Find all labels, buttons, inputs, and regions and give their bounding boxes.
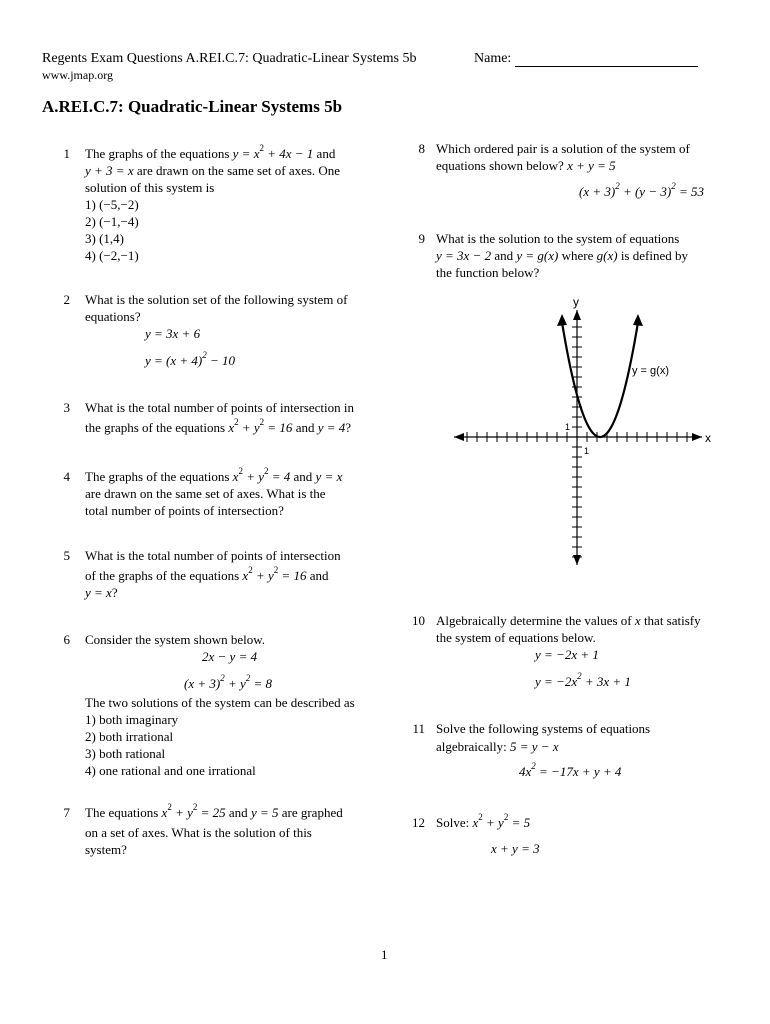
parabola-curve xyxy=(562,322,638,437)
header-title: Regents Exam Questions A.REI.C.7: Quadratic-Linear Systems 5b xyxy=(42,51,417,66)
choice[interactable]: 4) one rational and one irrational xyxy=(85,763,256,778)
question-3: What is the total number of points of intersection in the graphs of the equations $x^2 + y^2 = 16$ and y = 4? xyxy=(85,400,354,435)
question-number: 11 xyxy=(412,721,425,736)
question-12: Solve: $x^2 + y^2 = 5$ xyxy=(436,812,531,830)
page-title: A.REI.C.7: Quadratic-Linear Systems 5b xyxy=(42,97,343,116)
question-11: Solve the following systems of equations algebraically: 5 = y − x xyxy=(436,721,651,754)
question-number: 4 xyxy=(63,469,70,484)
curve-left-arrow xyxy=(557,314,567,326)
equation: $y = (x + 4)^2 - 10$ xyxy=(145,350,236,368)
question-2: What is the solution set of the following system of equations? xyxy=(85,292,348,324)
y-axis-label: y xyxy=(573,295,579,309)
x-axis-left-arrow xyxy=(454,433,464,441)
choice[interactable]: 2) (−1,−4) xyxy=(85,214,139,229)
equation: $(x + 3)^2 + y^2 = 8$ xyxy=(184,673,273,691)
choice[interactable]: 1) both imaginary xyxy=(85,712,179,727)
y-tick-label: 1 xyxy=(565,422,571,432)
question-10: Algebraically determine the values of x that satisfy the system of equations below. xyxy=(436,613,701,645)
question-number: 12 xyxy=(412,815,425,830)
header-url: www.jmap.org xyxy=(42,68,113,82)
question-number: 7 xyxy=(63,805,70,820)
curve-right-arrow xyxy=(633,314,643,326)
function-label: y = g(x) xyxy=(632,365,669,377)
question-number: 6 xyxy=(63,632,70,647)
question-6: Consider the system shown below. xyxy=(85,632,266,647)
question-number: 2 xyxy=(63,292,70,307)
page-number: 1 xyxy=(381,947,388,962)
question-6-choices: The two solutions of the system can be described as 1) both imaginary 2) both irrational 3) both rational 4) one rational and one irrational xyxy=(85,695,355,778)
equation: x + y = 3 xyxy=(491,841,540,856)
question-number: 9 xyxy=(418,231,425,246)
choice[interactable]: 3) (1,4) xyxy=(85,231,124,246)
x-axis-label: x xyxy=(705,431,711,445)
function-graph xyxy=(440,290,730,580)
question-number: 3 xyxy=(63,400,70,415)
question-4: The graphs of the equations $x^2 + y^2 = 4$ and y = x are drawn on the same set of axes. What is the total number of points of intersection? xyxy=(85,466,343,518)
equation: $4x^2 = -17x + y + 4$ xyxy=(519,761,622,779)
x-tick-label: 1 xyxy=(584,446,590,456)
name-input-line[interactable] xyxy=(515,66,698,67)
x-axis-right-arrow xyxy=(692,433,702,441)
question-number: 10 xyxy=(412,613,425,628)
question-5: What is the total number of points of intersection of the graphs of the equations $x^2 + y^2 = 16$ and y = x? xyxy=(85,548,341,600)
question-8: Which ordered pair is a solution of the system of equations shown below? x + y = 5 xyxy=(436,141,690,173)
question-1: The graphs of the equations $y = x^2 + 4x - 1$ and y + 3 = x are drawn on the same set of axes. One solution of this system is 1) (−5,−2) 2) (−1,−4) 3) (1,4) 4) (−2,−1) xyxy=(85,143,341,263)
equation: $y = -2x^2 + 3x + 1$ xyxy=(535,671,631,689)
choice[interactable]: 1) (−5,−2) xyxy=(85,197,139,212)
equation: 2x − y = 4 xyxy=(202,649,258,664)
equation: y = −2x + 1 xyxy=(535,647,599,662)
choice[interactable]: 4) (−2,−1) xyxy=(85,248,139,263)
choice[interactable]: 3) both rational xyxy=(85,746,166,761)
choice[interactable]: 2) both irrational xyxy=(85,729,174,744)
y-axis-bottom-arrow xyxy=(573,555,581,565)
question-number: 8 xyxy=(418,141,425,156)
equation: y = 3x + 6 xyxy=(145,326,201,341)
y-axis-top-arrow xyxy=(573,310,581,320)
equation: $(x + 3)^2 + (y - 3)^2 = 53$ xyxy=(579,181,704,199)
name-label: Name: xyxy=(474,51,512,66)
question-number: 5 xyxy=(63,548,70,563)
question-7: The equations $x^2 + y^2 = 25$ and y = 5 are graphed on a set of axes. What is the solution of this system? xyxy=(85,802,343,857)
question-number: 1 xyxy=(63,146,70,161)
question-9: What is the solution to the system of equations y = 3x − 2 and y = g(x) where g(x) is defined by the function below? xyxy=(436,231,688,280)
